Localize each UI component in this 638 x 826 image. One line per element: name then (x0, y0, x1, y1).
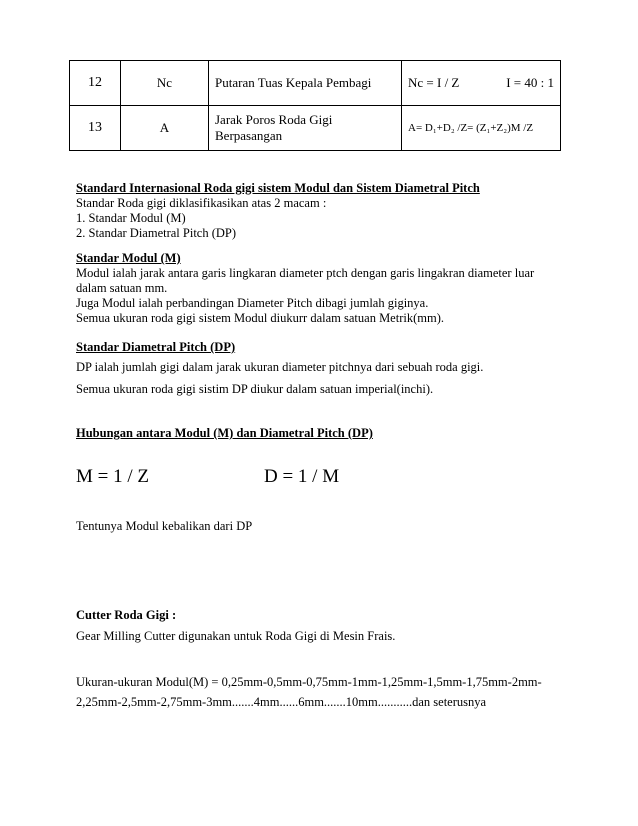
row-name: Jarak Poros Roda Gigi Berpasangan (209, 106, 402, 151)
parameter-table (69, 60, 561, 151)
row-formula: Nc = I / Z (408, 75, 460, 90)
section-heading: Standard Internasional Roda gigi sistem Modul dan Sistem Diametral Pitch (76, 181, 480, 195)
paragraph: dalam satuan mm. (76, 281, 168, 295)
row-symbol: A (121, 106, 209, 151)
formula-dp: D = 1 / M (264, 466, 340, 487)
paragraph: Semua ukuran roda gigi sistem Modul diukurr dalam satuan Metrik(mm). (76, 311, 444, 325)
paragraph: Tentunya Modul kebalikan dari DP (76, 519, 253, 533)
table-row (70, 61, 561, 106)
table-row (70, 106, 561, 151)
section-heading: Standar Modul (M) (76, 251, 181, 265)
paragraph: Ukuran-ukuran Modul(M) = 0,25mm-0,5mm-0,75mm-1mm-1,25mm-1,5mm-1,75mm-2mm- (76, 675, 542, 689)
paragraph: Modul ialah jarak antara garis lingkaran diameter ptch dengan garis lingakran diameter luar (76, 266, 535, 280)
paragraph: DP ialah jumlah gigi dalam jarak ukuran diameter pitchnya dari sebuah roda gigi. (76, 360, 484, 374)
paragraph: Juga Modul ialah perbandingan Diameter Pitch dibagi jumlah giginya. (76, 296, 429, 310)
row-number: 12 (70, 61, 121, 106)
list-item: 2. Standar Diametral Pitch (DP) (76, 226, 237, 240)
paragraph: Semua ukuran roda gigi sistim DP diukur dalam satuan imperial(inchi). (76, 382, 434, 396)
row-formula-ratio: I = 40 : 1 (506, 75, 554, 90)
paragraph: 2,25mm-2,5mm-2,75mm-3mm.......4mm......6mm.......10mm...........dan seterusnya (76, 695, 487, 709)
row-symbol: Nc (121, 61, 209, 106)
row-formula: A= D₁+D₂ /Z= (Z₁+Z₂)M /Z (402, 106, 561, 151)
row-number: 13 (70, 106, 121, 151)
row-formula-cell (402, 61, 561, 106)
section-heading: Hubungan antara Modul (M) dan Diametral Pitch (DP) (76, 426, 373, 440)
paragraph: Gear Milling Cutter digunakan untuk Roda Gigi di Mesin Frais. (76, 629, 396, 643)
row-name: Putaran Tuas Kepala Pembagi (209, 61, 402, 106)
section-heading: Cutter Roda Gigi : (76, 608, 177, 622)
section-heading: Standar Diametral Pitch (DP) (76, 340, 236, 354)
paragraph: Standar Roda gigi diklasifikasikan atas 2 macam : (76, 196, 327, 210)
list-item: 1. Standar Modul (M) (76, 211, 186, 225)
formula-modul: M = 1 / Z (76, 466, 149, 487)
